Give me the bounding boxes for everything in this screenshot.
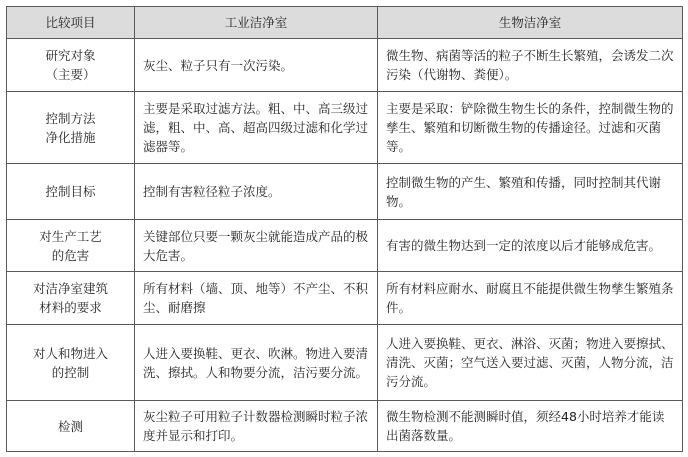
table-row bbox=[7, 272, 683, 325]
row-item-label: 对人和物进入 的控制 bbox=[7, 325, 135, 401]
row-item-label: 对洁净室建筑 材料的要求 bbox=[7, 272, 135, 325]
table-row bbox=[7, 164, 683, 220]
header-biological-cleanroom: 生物洁净室 bbox=[378, 7, 683, 39]
biological-cell: 主要是采取：铲除微生物生长的条件，控制微生物的孳生、繁殖和切断微生物的传播途径。过滤和灭菌等。 bbox=[378, 92, 683, 164]
biological-cell: 微生物检测不能测瞬时值，须经48小时培养才能读出菌落数量。 bbox=[378, 401, 683, 452]
industrial-cell: 所有材料（墙、顶、地等）不产尘、不积尘、耐磨擦 bbox=[135, 272, 378, 325]
table-row bbox=[7, 401, 683, 452]
row-item-label: 检测 bbox=[7, 401, 135, 452]
industrial-cell: 控制有害粒径粒子浓度。 bbox=[135, 164, 378, 220]
industrial-cell: 主要是采取过滤方法。粗、中、高三级过滤，粗、中、高、超高四级过滤和化学过滤器等。 bbox=[135, 92, 378, 164]
row-item-label: 控制方法 净化措施 bbox=[7, 92, 135, 164]
biological-cell: 有害的微生物达到一定的浓度以后才能够成危害。 bbox=[378, 220, 683, 272]
table-row bbox=[7, 39, 683, 92]
industrial-cell: 人进入要换鞋、更衣、吹淋。物进入要清洗、擦拭。人和物要分流，洁污要分流。 bbox=[135, 325, 378, 401]
biological-cell: 所有材料应耐水、耐腐且不能提供微生物孳生繁殖条件。 bbox=[378, 272, 683, 325]
row-item-label: 控制目标 bbox=[7, 164, 135, 220]
industrial-cell: 灰尘粒子可用粒子计数器检测瞬时粒子浓度并显示和打印。 bbox=[135, 401, 378, 452]
biological-cell: 人进入要换鞋、更衣、淋浴、灭菌；物进入要擦拭、清洗、灭菌；空气送入要过滤、灭菌，人物分流，洁污分流。 bbox=[378, 325, 683, 401]
row-item-label: 对生产工艺 的危害 bbox=[7, 220, 135, 272]
table-row bbox=[7, 92, 683, 164]
table-row bbox=[7, 325, 683, 401]
row-item-label: 研究对象 （主要） bbox=[7, 39, 135, 92]
industrial-cell: 关键部位只要一颗灰尘就能造成产品的极大危害。 bbox=[135, 220, 378, 272]
comparison-table bbox=[6, 6, 683, 452]
comparison-table-container bbox=[6, 6, 682, 451]
biological-cell: 微生物、病菌等活的粒子不断生长繁殖，会诱发二次污染（代谢物、粪便）。 bbox=[378, 39, 683, 92]
industrial-cell: 灰尘、粒子只有一次污染。 bbox=[135, 39, 378, 92]
table-row bbox=[7, 220, 683, 272]
header-item: 比较项目 bbox=[7, 7, 135, 39]
header-row bbox=[7, 7, 683, 39]
header-industrial-cleanroom: 工业洁净室 bbox=[135, 7, 378, 39]
biological-cell: 控制微生物的产生、繁殖和传播，同时控制其代谢物。 bbox=[378, 164, 683, 220]
